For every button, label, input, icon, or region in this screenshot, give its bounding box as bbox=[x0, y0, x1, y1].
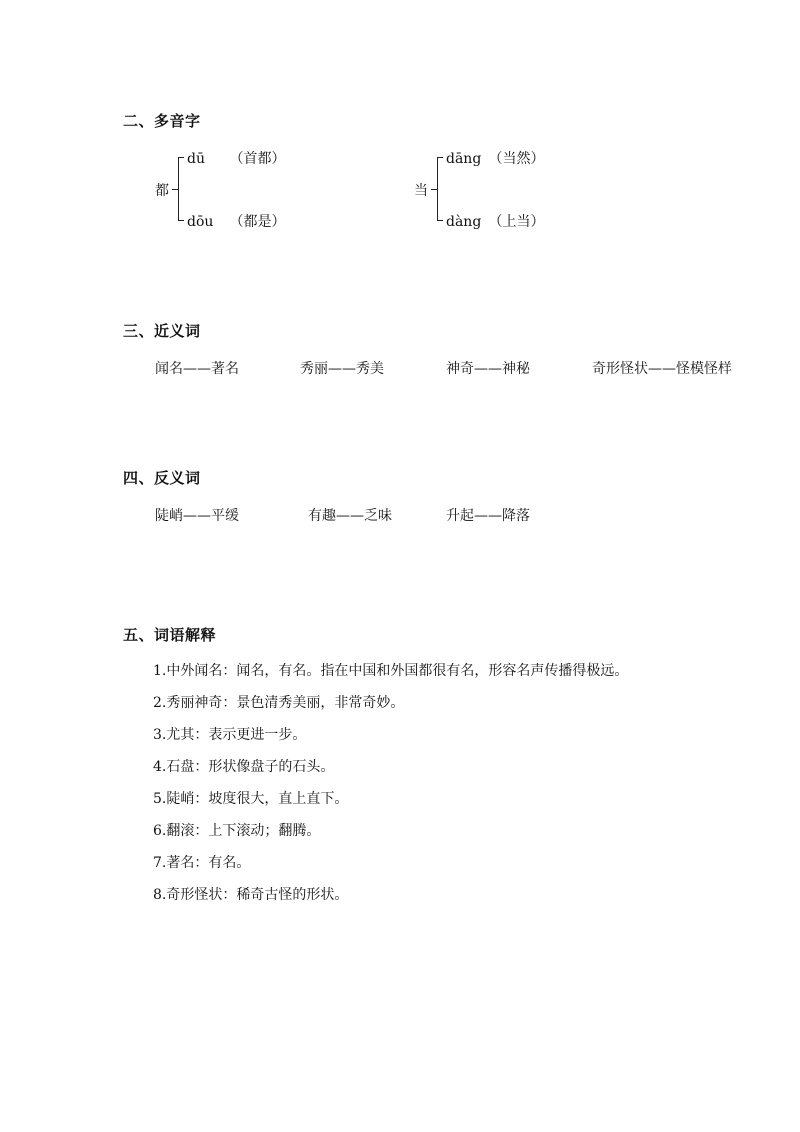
polyphone-char: 都 bbox=[155, 183, 169, 199]
polyphone-reading bbox=[187, 211, 285, 231]
section-heading-polyphones: 二、多音字 bbox=[123, 112, 201, 130]
definition-item: 3.尤其：表示更进一步。 bbox=[153, 727, 307, 743]
definition-item: 6.翻滚：上下滚动；翻腾。 bbox=[153, 823, 321, 839]
pinyin: dàng bbox=[446, 214, 482, 230]
example-word: （首都） bbox=[229, 151, 286, 167]
section-heading-antonyms: 四、反义词 bbox=[123, 469, 201, 487]
definition-item: 2.秀丽神奇：景色清秀美丽，非常奇妙。 bbox=[153, 695, 405, 711]
antonym-pair: 有趣——乏味 bbox=[308, 508, 392, 524]
pinyin: dōu bbox=[187, 214, 214, 230]
synonym-pair: 神奇——神秘 bbox=[446, 361, 530, 377]
definition-item: 4.石盘：形状像盘子的石头。 bbox=[153, 759, 335, 775]
polyphone-char: 当 bbox=[414, 183, 428, 199]
pinyin: dāng bbox=[446, 151, 482, 167]
polyphone-reading bbox=[187, 148, 285, 168]
section-heading-definitions: 五、词语解释 bbox=[123, 626, 217, 644]
example-word: （当然） bbox=[488, 151, 545, 167]
definition-item: 7.著名：有名。 bbox=[153, 855, 251, 871]
antonym-pair: 陡峭——平缓 bbox=[155, 508, 239, 524]
synonym-pair: 秀丽——秀美 bbox=[300, 361, 384, 377]
definition-item: 8.奇形怪状：稀奇古怪的形状。 bbox=[153, 887, 349, 903]
pinyin: dū bbox=[187, 151, 205, 167]
polyphone-reading bbox=[446, 148, 544, 168]
antonym-pair: 升起——降落 bbox=[446, 508, 530, 524]
polyphone-reading bbox=[446, 211, 544, 231]
example-word: （都是） bbox=[229, 214, 286, 230]
example-word: （上当） bbox=[488, 214, 545, 230]
definition-item: 1.中外闻名：闻名，有名。指在中国和外国都很有名，形容名声传播得极远。 bbox=[153, 663, 629, 679]
section-heading-synonyms: 三、近义词 bbox=[123, 322, 201, 340]
definition-item: 5.陡峭：坡度很大，直上直下。 bbox=[153, 791, 349, 807]
synonym-pair: 闻名——著名 bbox=[155, 361, 239, 377]
synonym-pair: 奇形怪状——怪模怪样 bbox=[592, 361, 732, 377]
